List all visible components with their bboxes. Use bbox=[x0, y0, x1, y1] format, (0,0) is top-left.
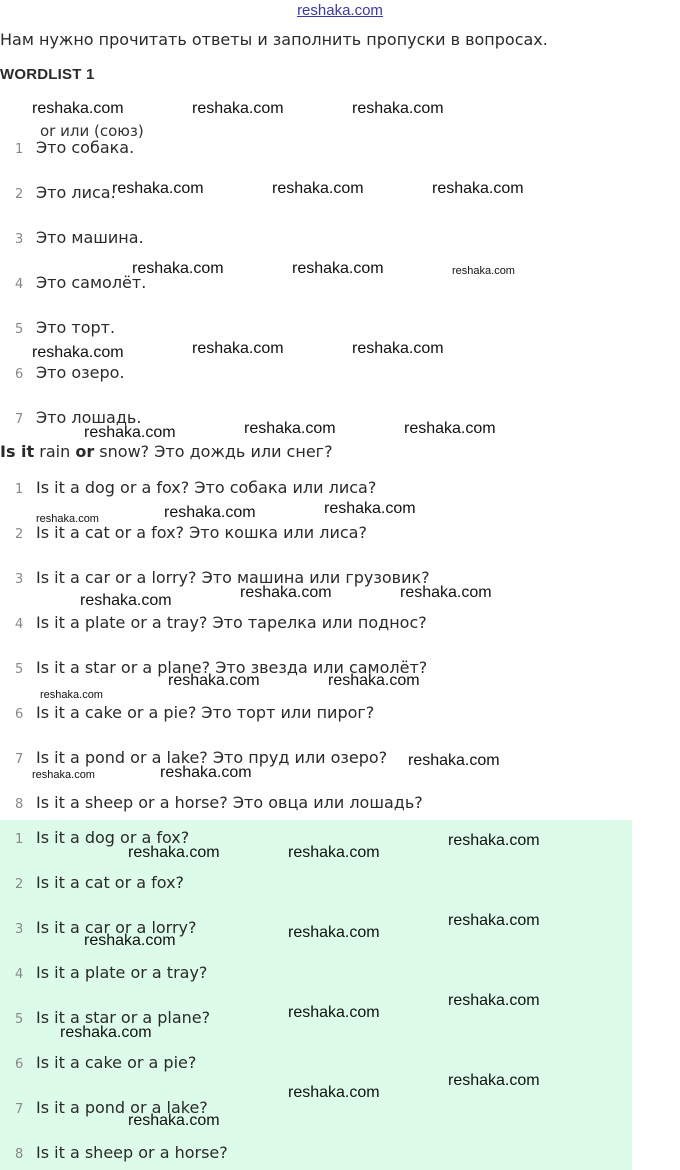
question-number: 7 bbox=[15, 752, 24, 767]
question-text: Is it a cat or a fox? Это кошка или лиса? bbox=[36, 523, 367, 542]
question-number: 3 bbox=[15, 572, 24, 587]
answer-number: 8 bbox=[15, 1147, 24, 1162]
watermark: reshaka.com bbox=[132, 260, 224, 277]
watermark: reshaka.com bbox=[288, 1084, 380, 1101]
watermark: reshaka.com bbox=[408, 752, 500, 769]
answer-number: 5 bbox=[15, 1012, 24, 1027]
watermark: reshaka.com bbox=[164, 504, 256, 521]
answer-number: 2 bbox=[15, 877, 24, 892]
watermark: reshaka.com bbox=[40, 689, 103, 701]
statement-row bbox=[0, 318, 640, 340]
question-number: 8 bbox=[15, 797, 24, 812]
watermark: reshaka.com bbox=[160, 764, 252, 781]
question-is-it: Is it bbox=[0, 442, 35, 461]
watermark: reshaka.com bbox=[452, 265, 515, 277]
statement-text: Это машина. bbox=[36, 228, 144, 247]
watermark: reshaka.com bbox=[324, 500, 416, 517]
statement-number: 4 bbox=[15, 277, 24, 292]
watermark: reshaka.com bbox=[128, 1112, 220, 1129]
question-text: Is it a plate or a tray? Это тарелка или поднос? bbox=[36, 613, 427, 632]
wordlist-title: WORDLIST 1 bbox=[0, 66, 95, 83]
answer-number: 7 bbox=[15, 1102, 24, 1117]
answer-text: Is it a sheep or a horse? bbox=[36, 1143, 228, 1162]
statement-text: Это лиса. bbox=[36, 183, 116, 202]
question-row bbox=[0, 523, 640, 545]
question-number: 1 bbox=[15, 482, 24, 497]
question-text: Is it a pond or a lake? Это пруд или озеро? bbox=[36, 748, 388, 767]
watermark: reshaka.com bbox=[404, 420, 496, 437]
watermark: reshaka.com bbox=[400, 584, 492, 601]
question-text: Is it a sheep or a horse? Это овца или лошадь? bbox=[36, 793, 423, 812]
question-or: or bbox=[75, 442, 95, 461]
statement-text: Это самолёт. bbox=[36, 273, 147, 292]
question-number: 6 bbox=[15, 707, 24, 722]
statement-row bbox=[0, 363, 640, 385]
answer-number: 3 bbox=[15, 922, 24, 937]
answer-text: Is it a cat or a fox? bbox=[36, 873, 185, 892]
answer-text: Is it a car or a lorry? bbox=[36, 918, 197, 937]
answer-text: Is it a pond or a lake? bbox=[36, 1098, 208, 1117]
statement-number: 5 bbox=[15, 322, 24, 337]
question-text: Is it a car or a lorry? Это машина или грузовик? bbox=[36, 568, 430, 587]
question-number: 5 bbox=[15, 662, 24, 677]
watermark: reshaka.com bbox=[328, 672, 420, 689]
answer-row bbox=[0, 1053, 640, 1075]
answer-number: 1 bbox=[15, 832, 24, 847]
question-row bbox=[0, 703, 640, 725]
answer-text: Is it a dog or a fox? bbox=[36, 828, 190, 847]
answer-text: Is it a plate or a tray? bbox=[36, 963, 208, 982]
question-number: 4 bbox=[15, 617, 24, 632]
intro-text: Нам нужно прочитать ответы и заполнить пропуски в вопросах. bbox=[0, 30, 548, 49]
watermark: reshaka.com bbox=[240, 584, 332, 601]
question-number: 2 bbox=[15, 527, 24, 542]
watermark: reshaka.com bbox=[192, 100, 284, 117]
watermark: reshaka.com bbox=[32, 344, 124, 361]
question-text: Is it a cake or a pie? Это торт или пирог? bbox=[36, 703, 375, 722]
statement-number: 3 bbox=[15, 232, 24, 247]
answer-number: 6 bbox=[15, 1057, 24, 1072]
question-row bbox=[0, 793, 640, 815]
watermark: reshaka.com bbox=[128, 844, 220, 861]
statement-number: 6 bbox=[15, 367, 24, 382]
watermark: reshaka.com bbox=[32, 100, 124, 117]
watermark: reshaka.com bbox=[32, 769, 95, 781]
watermark: reshaka.com bbox=[192, 340, 284, 357]
answer-number: 4 bbox=[15, 967, 24, 982]
answer-row bbox=[0, 873, 640, 895]
watermark: reshaka.com bbox=[288, 1004, 380, 1021]
answer-text: Is it a cake or a pie? bbox=[36, 1053, 197, 1072]
statement-text: Это озеро. bbox=[36, 363, 125, 382]
question-rest: snow? Это дождь или снег? bbox=[94, 442, 333, 461]
question-text: Is it a dog or a fox? Это собака или лиса? bbox=[36, 478, 377, 497]
watermark: reshaka.com bbox=[288, 844, 380, 861]
statement-text: Это лошадь. bbox=[36, 408, 142, 427]
statement-text: Это собака. bbox=[36, 138, 135, 157]
watermark: reshaka.com bbox=[352, 340, 444, 357]
statement-row bbox=[0, 138, 640, 160]
answer-row bbox=[0, 963, 640, 985]
clipped-wordlist-text: or или (союз) bbox=[40, 122, 144, 140]
site-link[interactable]: reshaka.com bbox=[297, 2, 383, 19]
watermark: reshaka.com bbox=[84, 424, 176, 441]
statement-text: Это торт. bbox=[36, 318, 116, 337]
question-row bbox=[0, 658, 640, 680]
statement-number: 7 bbox=[15, 412, 24, 427]
watermark: reshaka.com bbox=[244, 420, 336, 437]
question-row bbox=[0, 748, 640, 770]
watermark: reshaka.com bbox=[168, 672, 260, 689]
watermark: reshaka.com bbox=[84, 932, 176, 949]
question-rain: rain bbox=[34, 442, 76, 461]
statement-number: 1 bbox=[15, 142, 24, 157]
watermark: reshaka.com bbox=[112, 180, 204, 197]
question-text: Is it a star or a plane? Это звезда или самолёт? bbox=[36, 658, 428, 677]
question-row bbox=[0, 478, 640, 500]
question-row bbox=[0, 613, 640, 635]
statement-row bbox=[0, 228, 640, 250]
watermark: reshaka.com bbox=[272, 180, 364, 197]
watermark: reshaka.com bbox=[448, 912, 540, 929]
question-heading bbox=[0, 442, 333, 461]
watermark: reshaka.com bbox=[448, 992, 540, 1009]
watermark: reshaka.com bbox=[292, 260, 384, 277]
watermark: reshaka.com bbox=[60, 1024, 152, 1041]
answer-text: Is it a star or a plane? bbox=[36, 1008, 211, 1027]
watermark: reshaka.com bbox=[432, 180, 524, 197]
watermark: reshaka.com bbox=[352, 100, 444, 117]
statement-number: 2 bbox=[15, 187, 24, 202]
watermark: reshaka.com bbox=[448, 1072, 540, 1089]
watermark: reshaka.com bbox=[288, 924, 380, 941]
watermark: reshaka.com bbox=[448, 832, 540, 849]
answer-row bbox=[0, 1143, 640, 1165]
watermark: reshaka.com bbox=[80, 592, 172, 609]
watermark: reshaka.com bbox=[36, 513, 99, 525]
